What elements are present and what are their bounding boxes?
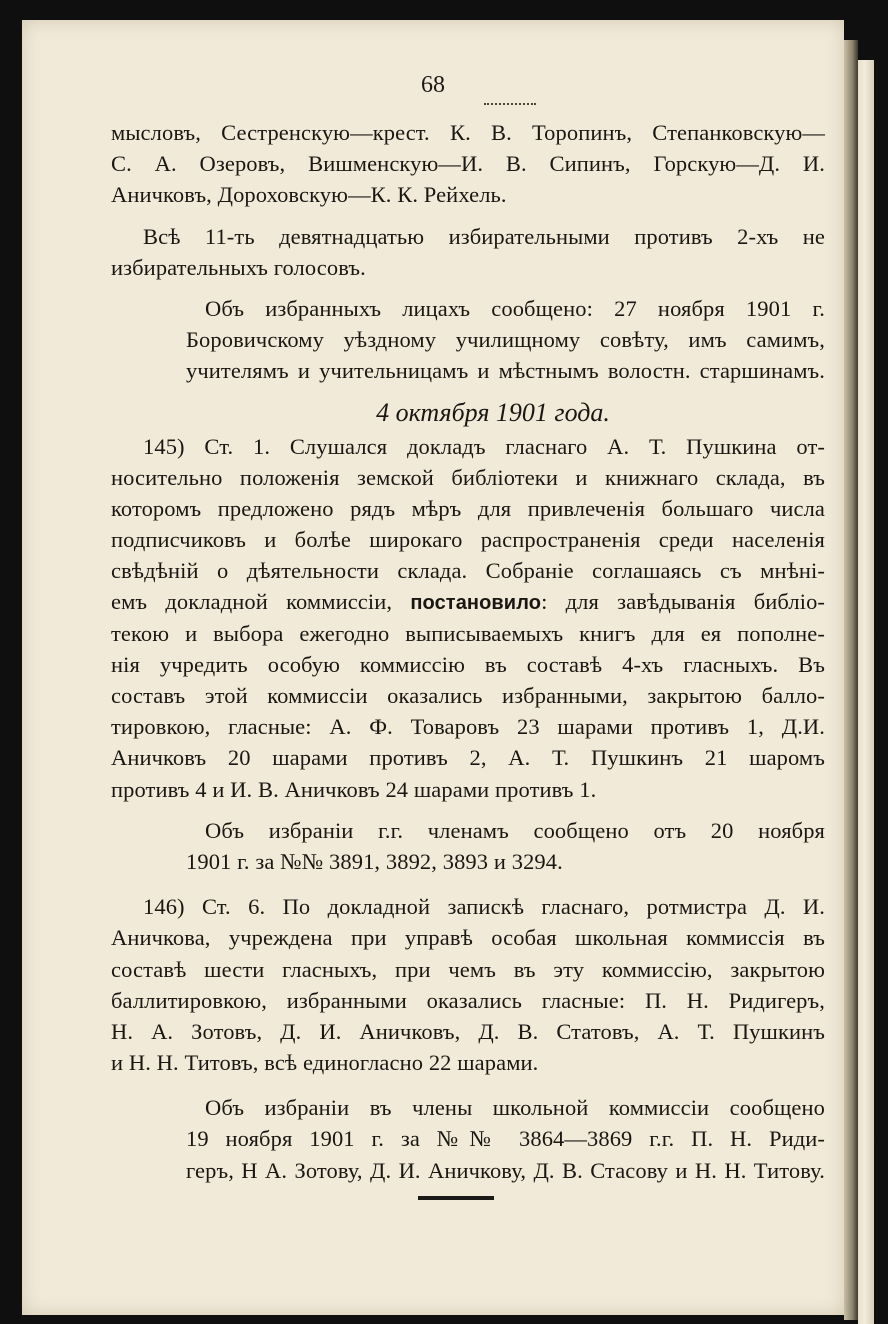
text-line: Объ избраніи въ члены школьной коммиссіи сообщено <box>205 1095 825 1121</box>
text-line: Аничковъ, Дороховскую—К. К. Рейхель. <box>111 182 507 208</box>
section-date-heading: 4 октября 1901 года. <box>376 397 610 427</box>
page-number: 68 <box>421 72 445 98</box>
text-line: баллитировкою, избранными оказались гласные: П. Н. Ридигеръ, <box>111 987 825 1013</box>
text-line: 146) Ст. 6. По докладной запискѣ гласнаго, ротмистра Д. И. <box>143 894 825 920</box>
text-line: мысловъ, Сестренскую—крест. К. В. Торопинъ, Степанковскую— <box>111 120 825 145</box>
text-line: избирательныхъ голосовъ. <box>111 254 366 280</box>
text-line: Объ избранныхъ лицахъ сообщено: 27 ноября 1901 г. <box>205 295 825 321</box>
text-fragment: емъ докладной коммиссіи, <box>111 589 393 615</box>
text-line: тировкою, гласные: А. Ф. Товаровъ 23 шарами противъ 1, Д.И. <box>111 714 825 740</box>
page-number-ornament <box>484 103 536 105</box>
next-page-edge <box>858 60 874 1324</box>
text-line: составѣ шести гласныхъ, при чемъ въ эту коммиссію, закрытою <box>111 956 825 982</box>
text-line: и Н. Н. Титовъ, всѣ единогласно 22 шарами. <box>111 1050 539 1076</box>
text-line: 1901 г. за №№ 3891, 3892, 3893 и 3294. <box>186 848 563 874</box>
text-line: 145) Ст. 1. Слушался докладъ гласнаго А. Т. Пушкина от- <box>143 433 825 459</box>
text-line: противъ 4 и И. В. Аничковъ 24 шарами противъ 1. <box>111 776 597 802</box>
text-line: которомъ предложено рядъ мѣръ для привлеченія большаго числа <box>111 495 825 521</box>
text-fragment: : для завѣдыванія библіо- <box>541 589 826 615</box>
text-line: подписчиковъ и болѣе широкаго распространенія среди населенія <box>111 527 825 553</box>
text-line: 19 ноября 1901 г. за №№ 3864—3869 г.г. П. Н. Риди- <box>186 1126 825 1152</box>
text-line <box>111 586 825 617</box>
text-line: Аничкова, учреждена при управѣ особая школьная коммиссія въ <box>111 925 825 951</box>
text-line: свѣдѣній о дѣятельности склада. Собраніе соглашаясь съ мнѣні- <box>111 558 825 584</box>
text-line: нія учредить особую коммиссію въ составѣ 4-хъ гласныхъ. Въ <box>111 651 825 677</box>
page-body <box>111 117 825 1186</box>
section-end-rule <box>418 1196 494 1200</box>
text-line: Боровичскому уѣздному училищному совѣту, имъ самимъ, <box>186 327 825 353</box>
text-line: составъ этой коммиссіи оказались избранными, закрытою балло- <box>111 683 825 708</box>
text-line: Н. А. Зотовъ, Д. И. Аничковъ, Д. В. Статовъ, А. Т. Пушкинъ <box>111 1018 825 1044</box>
text-line: текою и выбора ежегодно выписываемыхъ книгъ для ея пополне- <box>111 620 825 646</box>
text-line: Аничковъ 20 шарами противъ 2, А. Т. Пушкинъ 21 шаромъ <box>111 745 825 771</box>
text-line: Всѣ 11-ть девятнадцатью избирательными противъ 2-хъ не <box>143 223 825 249</box>
text-line: геръ, Н А. Зотову, Д. И. Аничкову, Д. В. Стасову и Н. Н. Титову. <box>186 1157 825 1183</box>
text-line: Объ избраніи г.г. членамъ сообщено отъ 20 ноября <box>205 817 825 843</box>
page-edge-shadow <box>844 40 858 1320</box>
resolution-keyword: постановило <box>410 592 542 615</box>
text-line: носительно положенія земской библіотеки и книжнаго склада, въ <box>111 464 825 490</box>
text-line: С. А. Озеровъ, Вишменскую—И. В. Сипинъ, Горскую—Д. И. <box>111 151 825 177</box>
text-line: учителямъ и учительницамъ и мѣстнымъ волостн. старшинамъ. <box>186 358 825 384</box>
